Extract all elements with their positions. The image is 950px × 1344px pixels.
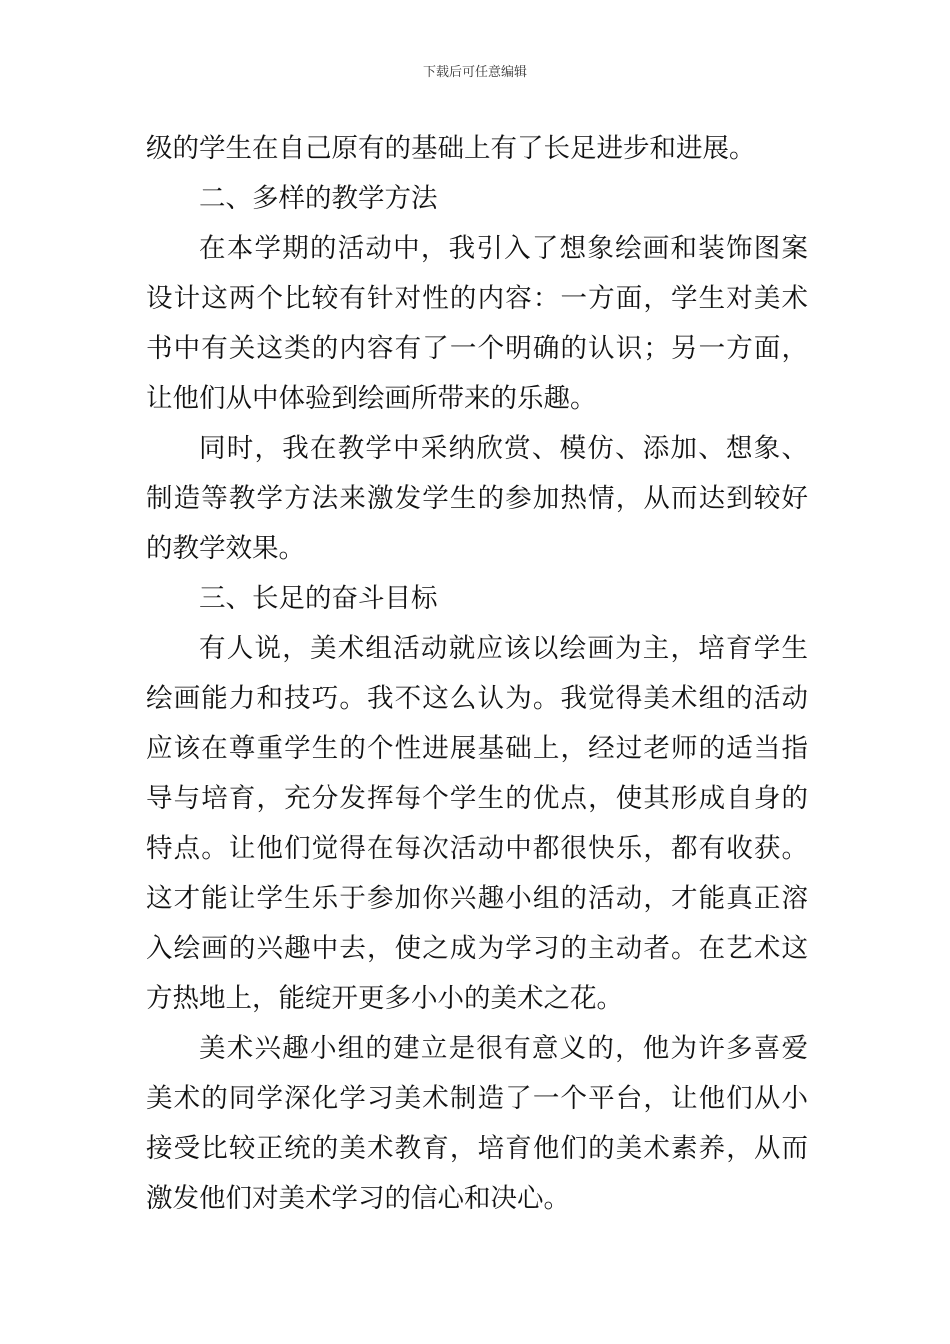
section-heading-teaching-methods: 二、多样的教学方法 <box>199 183 438 214</box>
paragraph-continuation: 级的学生在自己原有的基础上有了长足进步和进展。 <box>146 133 756 164</box>
document-body <box>146 124 808 1224</box>
page-header: 下载后可任意编辑 <box>422 65 527 80</box>
paragraph-activities: 在本学期的活动中，我引入了想象绘画和装饰图案设计这两个比较有针对性的内容：一方面，学生对美术书中有关这类的内容有了一个明确的认识；另一方面，让他们从中体验到绘画所带来的乐趣。 <box>146 233 808 414</box>
paragraph-conclusion: 美术兴趣小组的建立是很有意义的，他为许多喜爱美术的同学深化学习美术制造了一个平台，让他们从小接受比较正统的美术教育，培育他们的美术素养，从而激发他们对美术学习的信心和决心。 <box>146 1033 808 1214</box>
section-heading-goals: 三、长足的奋斗目标 <box>199 583 438 614</box>
paragraph-methods: 同时，我在教学中采纳欣赏、模仿、添加、想象、制造等教学方法来激发学生的参加热情，从而达到较好的教学效果。 <box>146 433 808 564</box>
paragraph-goals: 有人说，美术组活动就应该以绘画为主，培育学生绘画能力和技巧。我不这么认为。我觉得美术组的活动应该在尊重学生的个性进展基础上，经过老师的适当指导与培育，充分发挥每个学生的优点，使其形成自身的特点。让他们觉得在每次活动中都很快乐，都有收获。这才能让学生乐于参加你兴趣小组的活动，才能真正溶入绘画的兴趣中去，使之成为学习的主动者。在艺术这方热地上，能绽开更多小小的美术之花。 <box>146 633 808 1014</box>
